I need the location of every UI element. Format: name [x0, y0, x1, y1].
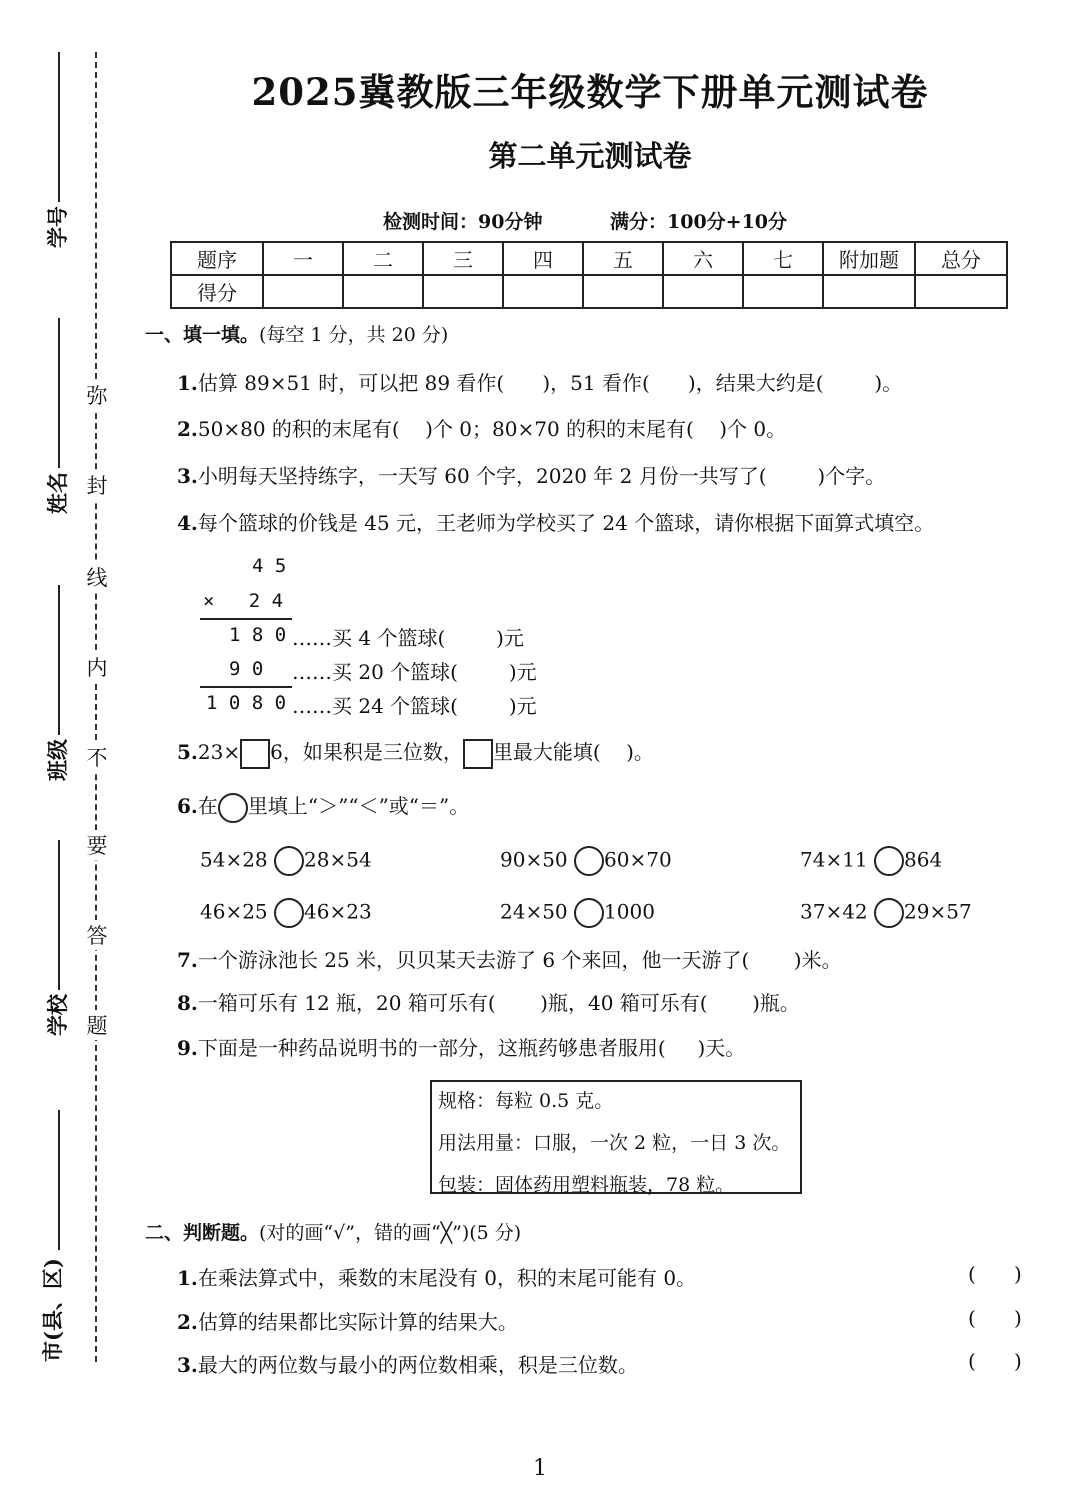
answer-square-ref [463, 739, 493, 769]
section-2-title: 二、判断题。 [145, 1222, 260, 1244]
compare-item [200, 846, 372, 876]
table-cell: 四 [503, 242, 583, 275]
field-student-no: 学号 [45, 206, 70, 248]
table-cell: 一 [263, 242, 343, 275]
question-1 [177, 367, 902, 396]
compare-item [200, 898, 372, 928]
calc-line-3: 1 8 0 [229, 624, 287, 646]
score-input-cell[interactable] [915, 275, 1007, 308]
full-score: 满分：100分+10分 [610, 211, 788, 233]
compare-left: 54×28 [200, 847, 268, 872]
table-cell: 三 [423, 242, 503, 275]
compare-right: 28×54 [304, 847, 372, 872]
question-text: 估算 89×51 时，可以把 89 看作( )，51 看作( )，结果大约是( )。 [197, 371, 903, 395]
compare-circle[interactable] [574, 898, 604, 928]
table-row [171, 275, 1007, 308]
calc-line-1: 4 5 [252, 555, 287, 577]
compare-left: 24×50 [500, 899, 568, 924]
compare-circle[interactable] [274, 846, 304, 876]
compare-item [500, 846, 672, 876]
medicine-spec: 规格：每粒 0.5 克。 [438, 1090, 614, 1112]
compare-right: 1000 [604, 899, 655, 924]
compare-circle[interactable] [874, 846, 904, 876]
exam-time: 检测时间：90分钟 [383, 211, 543, 233]
table-cell: 七 [743, 242, 823, 275]
score-input-cell[interactable] [743, 275, 823, 308]
seal-char: 不 [85, 742, 109, 772]
question-text: 在乘法算式中，乘数的末尾没有 0，积的末尾可能有 0。 [197, 1266, 697, 1290]
question-text: 50×80 的积的末尾有( )个 0；80×70 的积的末尾有( )个 0。 [197, 417, 787, 441]
question-text: 小明每天坚持练字，一天写 60 个字，2020 年 2 月份一共写了( )个字。 [197, 464, 886, 488]
answer-square[interactable] [240, 739, 270, 769]
score-input-cell[interactable] [663, 275, 743, 308]
judge-item-2 [177, 1306, 518, 1335]
compare-right: 29×57 [904, 899, 972, 924]
calc-line-4-text: ……买 20 个篮球( )元 [292, 660, 537, 684]
question-number: 4. [177, 511, 198, 535]
field-class: 班级 [45, 739, 70, 781]
question-text: 估算的结果都比实际计算的结果大。 [197, 1310, 518, 1334]
seal-char: 封 [85, 470, 109, 500]
compare-left: 74×11 [800, 847, 868, 872]
section-1-heading [145, 320, 448, 347]
calc-line-5: 1 0 8 0 [206, 692, 287, 714]
question-number: 1. [177, 371, 198, 395]
compare-right: 46×23 [304, 899, 372, 924]
table-cell: 附加题 [823, 242, 915, 275]
calc-line-3-text: ……买 4 个篮球( )元 [292, 626, 524, 650]
compare-right: 60×70 [604, 847, 672, 872]
question-text: 每个篮球的价钱是 45 元，王老师为学校买了 24 个篮球，请你根据下面算式填空。 [197, 511, 935, 535]
compare-circle[interactable] [274, 898, 304, 928]
answer-paren[interactable]: ( ) [968, 1262, 1022, 1286]
question-text: 23× [197, 740, 241, 764]
field-name: 姓名 [45, 472, 70, 514]
question-number: 3. [177, 464, 198, 488]
question-6 [177, 790, 469, 823]
seal-char: 内 [85, 652, 109, 682]
question-number: 9. [177, 1036, 198, 1060]
question-4 [177, 507, 934, 536]
question-number: 5. [177, 740, 198, 764]
score-input-cell[interactable] [263, 275, 343, 308]
table-cell: 题序 [171, 242, 263, 275]
score-input-cell[interactable] [503, 275, 583, 308]
answer-paren[interactable]: ( ) [968, 1306, 1022, 1330]
question-8 [177, 987, 800, 1016]
table-cell: 总分 [915, 242, 1007, 275]
compare-item [800, 846, 942, 876]
medicine-label-box [430, 1080, 802, 1194]
score-input-cell[interactable] [423, 275, 503, 308]
field-line [58, 52, 60, 202]
calc-line-5-text: ……买 24 个篮球( )元 [292, 694, 537, 718]
question-3 [177, 460, 885, 489]
medicine-package: 包装：固体药用塑料瓶装，78 粒。 [438, 1174, 735, 1196]
calc-rule [200, 618, 292, 620]
field-line [58, 1110, 60, 1250]
compare-left: 90×50 [500, 847, 568, 872]
question-number: 7. [177, 948, 198, 972]
question-9 [177, 1032, 745, 1061]
field-school: 学校 [45, 994, 70, 1036]
question-2 [177, 413, 786, 442]
seal-char: 题 [85, 1010, 109, 1040]
section-1-title: 一、填一填。 [145, 324, 260, 346]
seal-char: 要 [85, 830, 109, 860]
question-text: 里最大能填( )。 [492, 740, 654, 764]
question-text: 里填上“＞”“＜”或“＝”。 [247, 794, 470, 818]
question-7 [177, 944, 842, 973]
judge-item-3 [177, 1349, 638, 1378]
compare-circle[interactable] [874, 898, 904, 928]
seal-char: 答 [85, 920, 109, 950]
section-2-note: (对的画“√”，错的画“╳”)(5 分) [259, 1222, 522, 1244]
field-line [58, 585, 60, 735]
compare-left: 46×25 [200, 899, 268, 924]
question-text: 6，如果积是三位数， [270, 740, 463, 764]
score-input-cell[interactable] [583, 275, 663, 308]
question-text: 一个游泳池长 25 米，贝贝某天去游了 6 个来回，他一天游了( )米。 [197, 948, 842, 972]
section-2-heading [145, 1218, 521, 1245]
calc-line-4: 9 0 [229, 658, 264, 680]
seal-char: 弥 [85, 380, 109, 410]
table-cell: 六 [663, 242, 743, 275]
compare-item [800, 898, 972, 928]
field-line [58, 840, 60, 990]
page-subtitle: 第二单元测试卷 [488, 139, 692, 173]
table-cell: 五 [583, 242, 663, 275]
table-cell: 二 [343, 242, 423, 275]
seal-dashed-line [95, 52, 97, 1362]
section-1-note: (每空 1 分，共 20 分) [259, 324, 449, 346]
field-city: 市(县、区) [39, 1258, 65, 1362]
question-number: 8. [177, 991, 198, 1015]
medicine-usage: 用法用量：口服，一次 2 粒，一日 3 次。 [438, 1132, 791, 1154]
page-title: 2025冀教版三年级数学下册单元测试卷 [251, 70, 929, 114]
question-text: 在 [197, 794, 218, 818]
table-row [171, 242, 1007, 275]
table-cell: 得分 [171, 275, 263, 308]
compare-item [500, 898, 655, 928]
calc-line-2: × 2 4 [203, 590, 284, 612]
question-text: 最大的两位数与最小的两位数相乘，积是三位数。 [197, 1353, 638, 1377]
question-text: 一箱可乐有 12 瓶，20 箱可乐有( )瓶，40 箱可乐有( )瓶。 [197, 991, 800, 1015]
score-input-cell[interactable] [823, 275, 915, 308]
judge-item-1 [177, 1262, 696, 1291]
field-line [58, 318, 60, 468]
calc-rule [200, 686, 292, 688]
compare-right: 864 [904, 847, 943, 872]
score-input-cell[interactable] [343, 275, 423, 308]
circle-icon [218, 793, 248, 823]
compare-left: 37×42 [800, 899, 868, 924]
answer-paren[interactable]: ( ) [968, 1349, 1022, 1373]
question-number: 2. [177, 1310, 198, 1334]
question-number: 1. [177, 1266, 198, 1290]
compare-circle[interactable] [574, 846, 604, 876]
question-number: 6. [177, 794, 198, 818]
page-number: 1 [533, 1456, 547, 1481]
score-table [170, 241, 1008, 309]
seal-char: 线 [85, 562, 109, 592]
question-5 [177, 736, 654, 769]
question-number: 3. [177, 1353, 198, 1377]
question-text: 下面是一种药品说明书的一部分，这瓶药够患者服用( )天。 [197, 1036, 746, 1060]
question-number: 2. [177, 417, 198, 441]
